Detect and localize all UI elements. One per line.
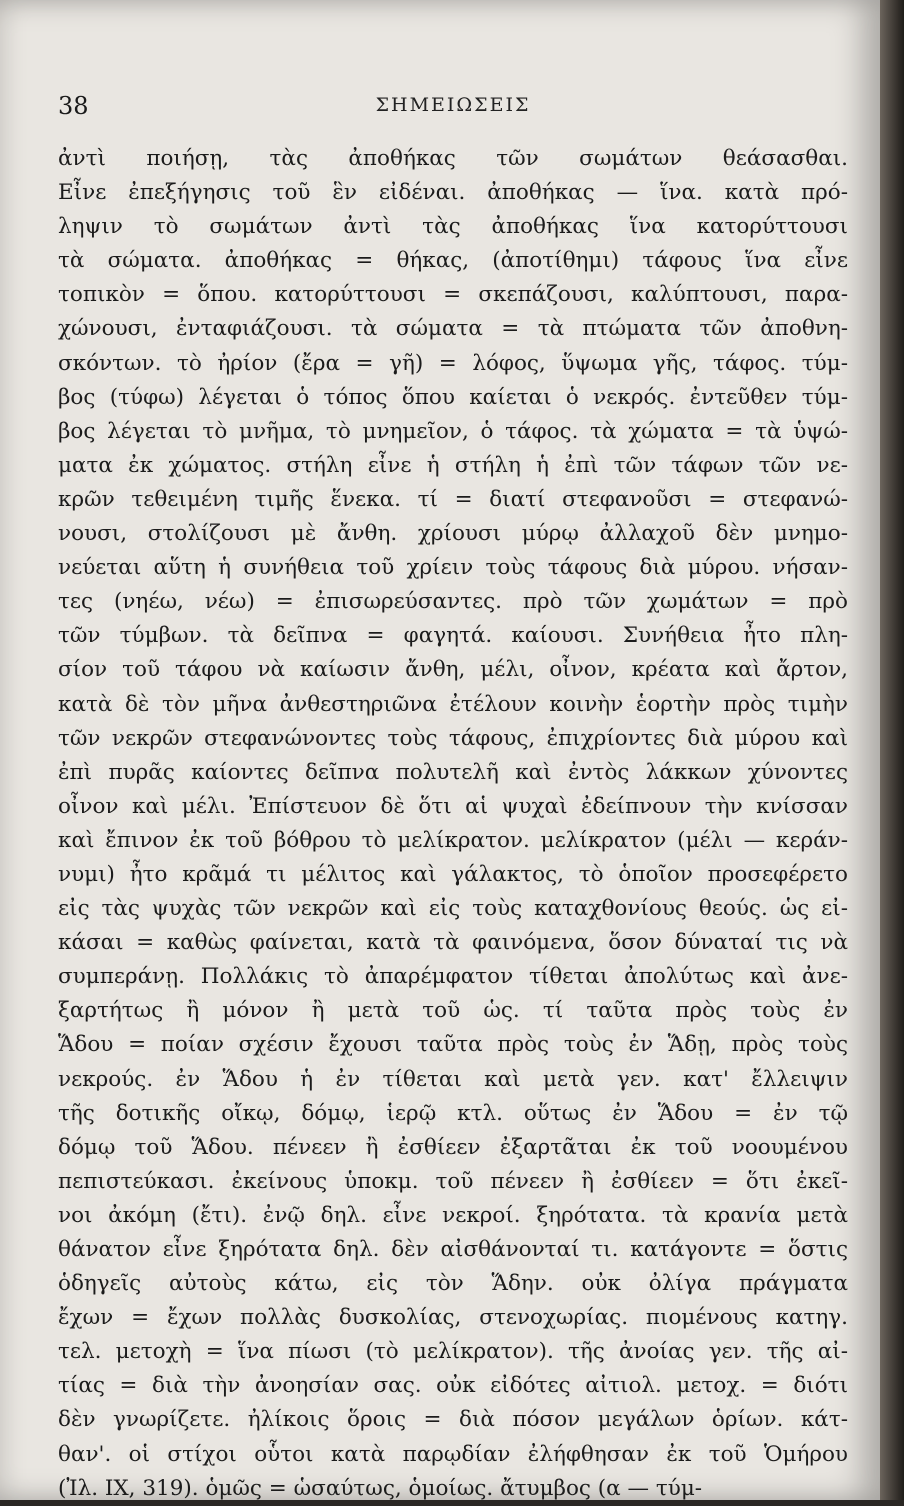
body-text (58, 142, 848, 1506)
text-line: νεύεται αὕτη ἡ συνήθεια τοῦ χρίειν τοὺς τάφους διὰ μύρου. νήσαν- (58, 555, 848, 581)
book-spine (880, 0, 904, 1500)
text-line: νοι ἀκόμη (ἔτι). ἐνῷ δηλ. εἶνε νεκροί. ξηρότατα. τὰ κρανία μετὰ (58, 1202, 848, 1228)
text-line: τῶν νεκρῶν στεφανώνοντες τοὺς τάφους, ἐπιχρίοντες διὰ μύρου καὶ (58, 725, 848, 751)
text-line: κάσαι = καθὼς φαίνεται, κατὰ τὰ φαινόμενα, ὅσον δύναταί τις νὰ (58, 930, 848, 956)
text-line: νεκρούς. ἐν Ἅδου ἡ ἐν τίθεται καὶ μετὰ γεν. κατ' ἔλλειψιν (58, 1066, 848, 1092)
text-line: (Ἰλ. IX, 319). ὁμῶς = ὡσαύτως, ὁμοίως. ἄτυμβος (α — τύμ- (58, 1475, 703, 1501)
text-line: θαν'. οἱ στίχοι οὗτοι κατὰ παρῳδίαν ἐλήφθησαν ἐκ τοῦ Ὁμήρου (58, 1441, 848, 1467)
text-line: ἀντὶ ποιήσῃ, τὰς ἀποθήκας τῶν σωμάτων θεάσασθαι. (58, 146, 848, 171)
text-line: νουσι, στολίζουσι μὲ ἄνθη. χρίουσι μύρῳ ἀλλαχοῦ δὲν μνημο- (58, 521, 848, 547)
text-line: τες (νηέω, νέω) = ἐπισωρεύσαντες. πρὸ τῶν χωμάτων = πρὸ (58, 589, 848, 615)
text-line: συμπεράνῃ. Πολλάκις τὸ ἀπαρέμφατον τίθεται ἀπολύτως καὶ ἀνε- (58, 964, 848, 990)
text-line: τὰ σώματα. ἀποθήκας = θήκας, (ἀποτίθημι) τάφους ἵνα εἶνε (58, 248, 848, 274)
page-header (58, 92, 848, 124)
text-line: Εἶνε ἐπεξήγησις τοῦ ἓν εἰδέναι. ἀποθήκας — ἵνα. κατὰ πρό- (58, 180, 848, 206)
text-line: ματα ἐκ χώματος. στήλη εἶνε ἡ στήλη ἡ ἐπὶ τῶν τάφων τῶν νε- (58, 452, 848, 478)
text-line: θάνατον εἶνε ξηρότατα δηλ. δὲν αἰσθάνονταί τι. κατάγοντε = ὅστις (58, 1237, 848, 1262)
text-line: χώνουσι, ἐνταφιάζουσι. τὰ σώματα = τὰ πτώματα τῶν ἀποθνη- (58, 316, 848, 342)
text-line: κρῶν τεθειμένη τιμῆς ἕνεκα. τί = διατί στεφανοῦσι = στεφανώ- (58, 486, 848, 512)
text-line: βος (τύφω) λέγεται ὁ τόπος ὅπου καίεται ὁ νεκρός. ἐντεῦθεν τύμ- (58, 384, 848, 410)
text-line: κατὰ δὲ τὸν μῆνα ἀνθεστηριῶνα ἐτέλουν κοινὴν ἑορτὴν πρὸς τιμὴν (58, 691, 848, 717)
text-line: τῆς δοτικῆς οἴκῳ, δόμῳ, ἱερῷ κτλ. οὕτως ἐν Ἅδου = ἐν τῷ (58, 1100, 848, 1126)
text-line: βος λέγεται τὸ μνῆμα, τὸ μνημεῖον, ὁ τάφος. τὰ χώματα = τὰ ὑψώ- (58, 418, 848, 444)
text-line: ὁδηγεῖς αὐτοὺς κάτω, εἰς τὸν Ἅδην. οὐκ ὀλίγα πράγματα (58, 1271, 848, 1297)
text-line: νυμι) ἦτο κρᾶμά τι μέλιτος καὶ γάλακτος, τὸ ὁποῖον προσεφέρετο (58, 861, 848, 887)
page-number: 38 (58, 92, 89, 120)
text-line: ἐπὶ πυρᾶς καίοντες δεῖπνα πολυτελῆ καὶ ἐντὸς λάκκων χύνοντες (58, 759, 848, 785)
text-line: σκόντων. τὸ ἠρίον (ἔρα = γῆ) = λόφος, ὕψωμα γῆς, τάφος. τύμ- (58, 350, 848, 376)
text-line: οἶνον καὶ μέλι. Ἐπίστευον δὲ ὅτι αἱ ψυχαὶ ἐδείπνουν τὴν κνίσσαν (58, 793, 848, 819)
text-line: πεπιστεύκασι. ἐκείνους ὑποκμ. τοῦ πένεεν ἢ ἐσθίεεν = ὅτι ἐκεῖ- (58, 1168, 848, 1194)
text-line: εἰς τὰς ψυχὰς τῶν νεκρῶν καὶ εἰς τοὺς καταχθονίους θεούς. ὡς εἰ- (58, 896, 848, 922)
running-head: ΣΗΜΕΙΩΣΕΙΣ (375, 94, 531, 116)
text-line: ἔχων = ἔχων πολλὰς δυσκολίας, στενοχωρίας. πιομένους κατηγ. (58, 1305, 848, 1331)
text-line: τοπικὸν = ὅπου. κατορύττουσι = σκεπάζουσι, καλύπτουσι, παρα- (58, 282, 848, 308)
text-line: τίας = διὰ τὴν ἀνοησίαν σας. οὐκ εἰδότες αἰτιολ. μετοχ. = διότι (58, 1373, 848, 1399)
text-line: δόμῳ τοῦ Ἅδου. πένεεν ἢ ἐσθίεεν ἐξαρτᾶται ἐκ τοῦ νοουμένου (58, 1134, 848, 1160)
text-line: ξαρτήτως ἢ μόνον ἢ μετὰ τοῦ ὡς. τί ταῦτα πρὸς τοὺς ἐν (58, 998, 848, 1024)
text-line: τῶν τύμβων. τὰ δεῖπνα = φαγητά. καίουσι. Συνήθεια ἦτο πλη- (58, 623, 848, 649)
text-line: δὲν γνωρίζετε. ἠλίκοις ὅροις = διὰ πόσον μεγάλων ὁρίων. κάτ- (58, 1407, 848, 1433)
text-line: τελ. μετοχὴ = ἵνα πίωσι (τὸ μελίκρατον). τῆς ἀνοίας γεν. τῆς αἰ- (58, 1339, 848, 1365)
text-line: Ἅδου = ποίαν σχέσιν ἔχουσι ταῦτα πρὸς τοὺς ἐν Ἅδῃ, πρὸς τοὺς (58, 1032, 848, 1058)
text-line: καὶ ἔπινον ἐκ τοῦ βόθρου τὸ μελίκρατον. μελίκρατον (μέλι — κεράν- (58, 827, 848, 853)
text-line: σίον τοῦ τάφου νὰ καίωσιν ἄνθη, μέλι, οἶνον, κρέατα καὶ ἄρτον, (58, 657, 848, 683)
text-line: ληψιν τὸ σωμάτων ἀντὶ τὰς ἀποθήκας ἵνα κατορύττουσι (58, 214, 848, 240)
